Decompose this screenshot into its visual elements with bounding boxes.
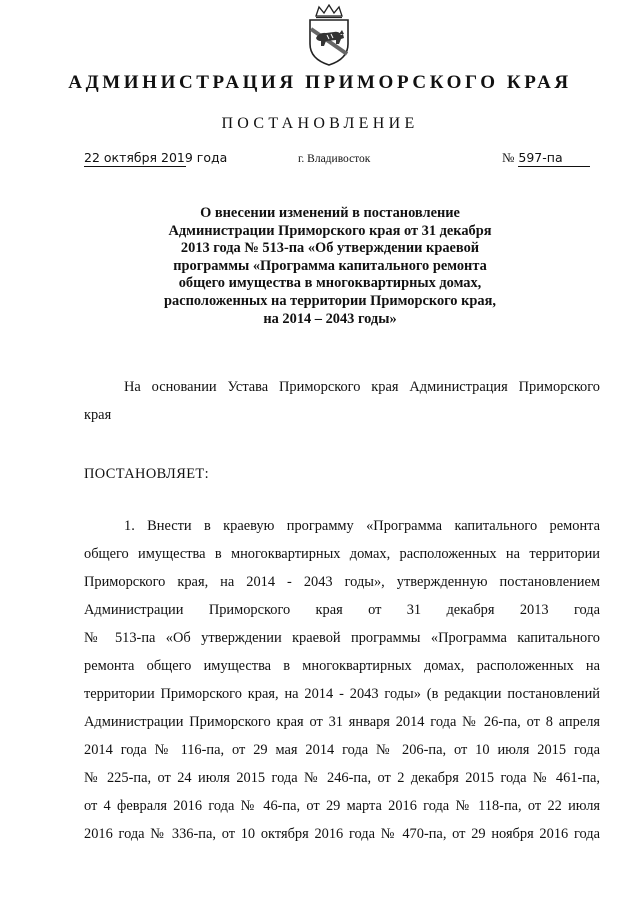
heading-line: программы «Программа капитального ремонта (173, 257, 487, 274)
heading-line: расположенных на территории Приморского края, (164, 292, 496, 309)
paragraph-line: Администрации Приморского края от 31 января 2014 года № 26-па, от 8 апреля (84, 714, 600, 730)
heading-line: общего имущества в многоквартирных домах, (178, 275, 482, 292)
coat-of-arms-icon (303, 4, 355, 66)
paragraph-line: 1. Внести в краевую программу «Программа капитального ремонта (124, 518, 600, 534)
document-date: 22 октября 2019 года (84, 150, 228, 165)
paragraph-line: общего имущества в многоквартирных домах, расположенных на территории (84, 546, 600, 562)
document-number-value: 597-па (518, 150, 590, 167)
resolves-heading: ПОСТАНОВЛЯЕТ: (84, 466, 209, 482)
heading-line: Администрации Приморского края от 31 декабря (168, 222, 492, 239)
paragraph-line: Администрации Приморского края от 31 декабря 2013 года (84, 602, 600, 618)
paragraph-line: от 4 февраля 2016 года № 46-па, от 29 марта 2016 года № 118-па, от 22 июля (84, 798, 600, 814)
heading-line: О внесении изменений в постановление (200, 205, 460, 221)
heading-line: на 2014 – 2043 годы» (263, 310, 397, 327)
basis-text-tail: края (84, 407, 112, 423)
paragraph-line: 2014 года № 116-па, от 29 мая 2014 года № 206-па, от 10 июля 2015 года (84, 742, 600, 758)
paragraph-line: территории Приморского края, на 2014 - 2043 годы» (в редакции постановлений (84, 686, 600, 702)
document-heading (120, 205, 540, 328)
paragraph-line: 2016 года № 336-па, от 10 октября 2016 года № 470-па, от 29 ноября 2016 года (84, 826, 600, 842)
document-type: ПОСТАНОВЛЕНИЕ (221, 115, 419, 132)
heading-line: 2013 года № 513-па «Об утверждении краевой (180, 240, 480, 257)
document-number-label: № (502, 150, 515, 165)
paragraph-line: № 513-па «Об утверждении краевой программы «Программа капитального (84, 630, 600, 646)
paragraph-line: Приморского края, на 2014 - 2043 годы», утвержденную постановлением (84, 574, 600, 590)
organization-title: АДМИНИСТРАЦИЯ ПРИМОРСКОГО КРАЯ (68, 72, 572, 93)
paragraph-line: № 225-па, от 24 июля 2015 года № 246-па, от 2 декабря 2015 года № 461-па, (84, 770, 600, 786)
basis-text-line: На основании Устава Приморского края Администрация Приморского (124, 379, 600, 395)
document-number (502, 150, 590, 167)
paragraph-line: ремонта общего имущества в многоквартирных домах, расположенных на (84, 658, 600, 674)
document-city: г. Владивосток (298, 153, 371, 165)
